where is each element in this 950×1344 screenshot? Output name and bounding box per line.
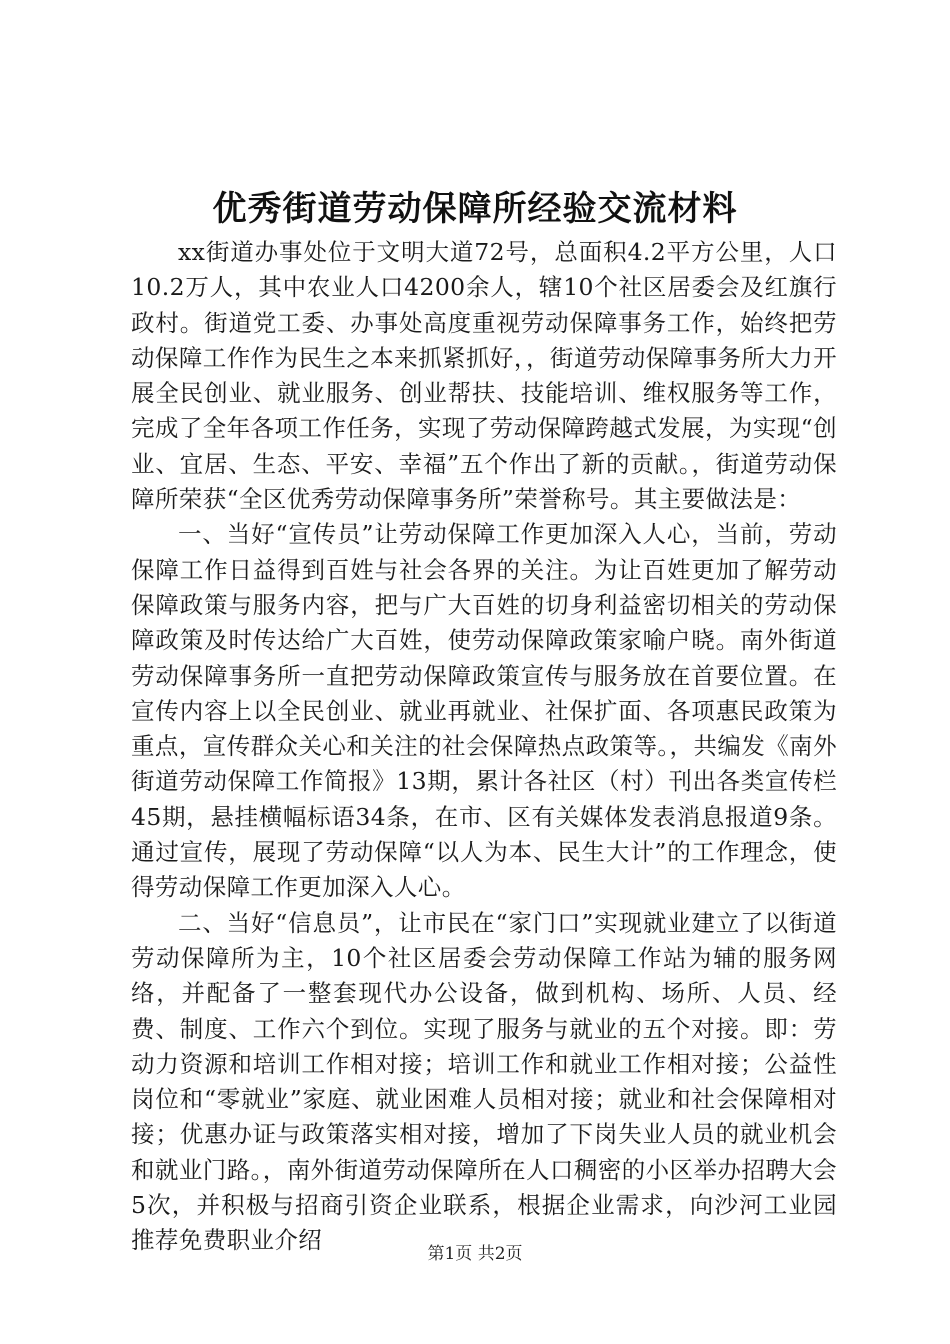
paragraph-section-one: 一、当好“宣传员”让劳动保障工作更加深入人心，当前，劳动保障工作日益得到百姓与社会各界的关注。为让百姓更加了解劳动保障政策与服务内容，把与广大百姓的切身利益密切相关的劳动保障政策及时传达给广大百姓，使劳动保障政策家喻户晓。南外街道劳动保障事务所一直把劳动保障政策宣传与服务放在首要位置。在宣传内容上以全民创业、就业再就业、社保扩面、各项惠民政策为重点，宣传群众关心和关注的社会保障热点政策等。，共编发《南外街道劳动保障工作简报》13期，累计各社区（村）刊出各类宣传栏45期，悬挂横幅标语34条，在市、区有关媒体发表消息报道9条。通过宣传，展现了劳动保障“以人为本、民生大计”的工作理念，使得劳动保障工作更加深入人心。: [131, 520, 837, 902]
document-title: 优秀街道劳动保障所经验交流材料: [212, 189, 738, 229]
page-number-footer: 第1页 共2页: [427, 1244, 523, 1264]
paragraph-intro: xx街道办事处位于文明大道72号，总面积4.2平方公里，人口10.2万人，其中农业人口4200余人，辖10个社区居委会及红旗行政村。街道党工委、办事处高度重视劳动保障事务工作，始终把劳动保障工作作为民生之本来抓紧抓好，，街道劳动保障事务所大力开展全民创业、就业服务、创业帮扶、技能培训、维权服务等工作，完成了全年各项工作任务，实现了劳动保障跨越式发展，为实现“创业、宜居、生态、平安、幸福”五个作出了新的贡献。，街道劳动保障所荣获“全区优秀劳动保障事务所”荣誉称号。其主要做法是：: [131, 238, 837, 514]
document-body: [131, 235, 837, 1259]
paragraph-section-two: 二、当好“信息员”，让市民在“家门口”实现就业建立了以街道劳动保障所为主，10个社区居委会劳动保障工作站为辅的服务网络，并配备了一整套现代办公设备，做到机构、场所、人员、经费、制度、工作六个到位。实现了服务与就业的五个对接。即：劳动力资源和培训工作相对接；培训工作和就业工作相对接；公益性岗位和“零就业”家庭、就业困难人员相对接；就业和社会保障相对接；优惠办证与政策落实相对接，增加了下岗失业人员的就业机会和就业门路。，南外街道劳动保障所在人口稠密的小区举办招聘大会5次，并积极与招商引资企业联系，根据企业需求，向沙河工业园推荐免费职业介绍: [131, 908, 837, 1255]
